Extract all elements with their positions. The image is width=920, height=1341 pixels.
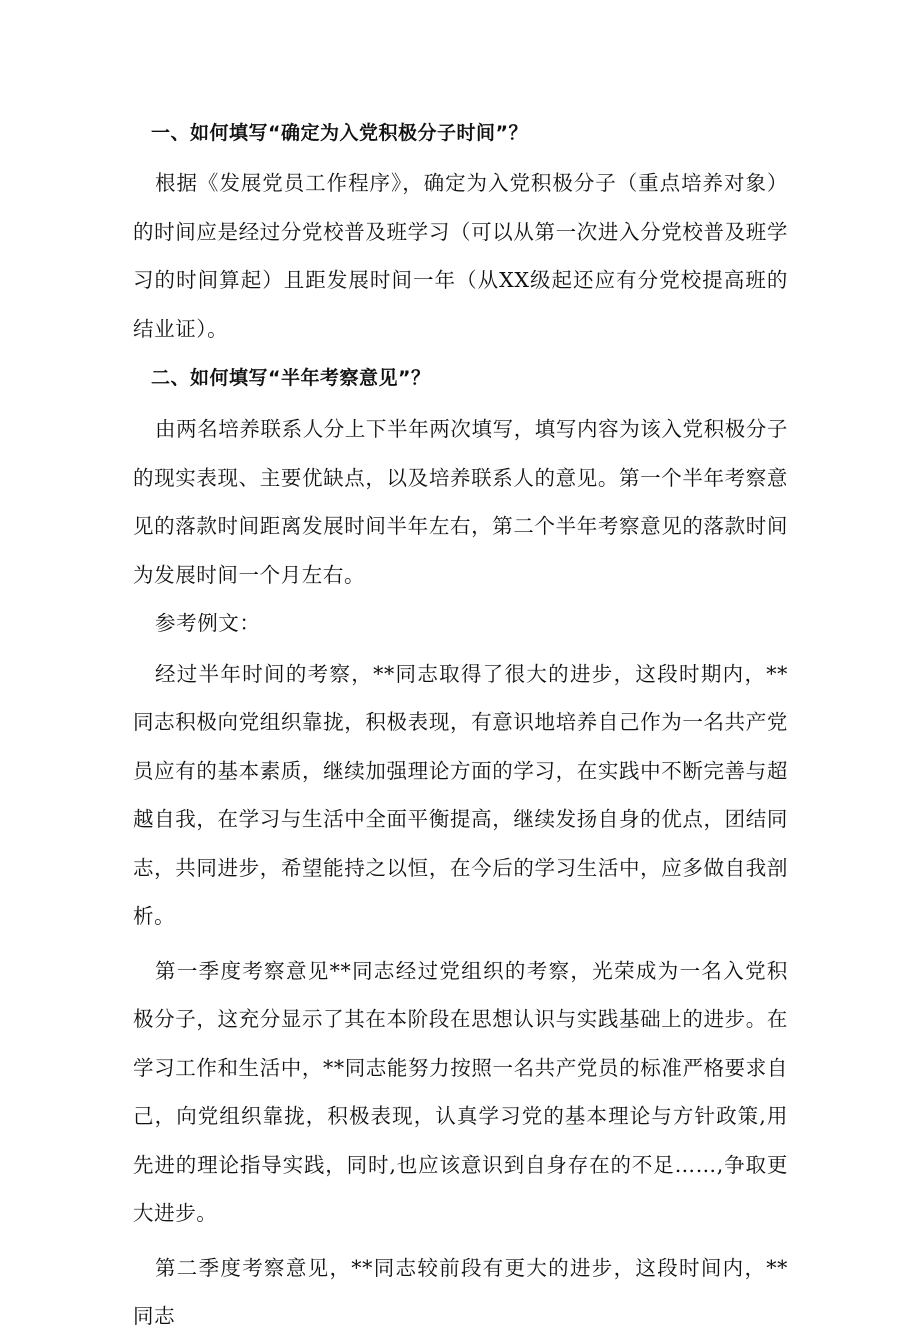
quarter-1-review: 第一季度考察意见**同志经过党组织的考察，光荣成为一名入党积极分子，这充分显示了其在本阶段在思想认识与实践基础上的进步。在学习工作和生活中，**同志能努力按照一名共产党员的标准严格要求自己，向党组织靠拢，积极表现，认真学习党的基本理论与方针政策,用先进的理论指导实践，同时,也应该意识到自身存在的不足……,争取更大进步。 — [133, 958, 788, 1225]
document-body — [133, 112, 788, 1341]
quarter-2-review: 第二季度考察意见，**同志较前段有更大的进步，这段时间内，**同志 — [133, 1255, 788, 1328]
sample-label: 参考例文： — [155, 611, 261, 635]
paragraph-activist-time: 根据《发展党员工作程序》，确定为入党积极分子（重点培养对象）的时间应是经过分党校普及班学习（可以从第一次进入分党校普及班学习的时间算起）且距发展时间一年（从XX级起还应有分党校提高班的结业证）。 — [133, 171, 788, 341]
paragraph-half-year-review: 由两名培养联系人分上下半年两次填写，填写内容为该入党积极分子的现实表现、主要优缺点，以及培养联系人的意见。第一个半年考察意见的落款时间距离发展时间半年左右，第二个半年考察意见的落款时间为发展时间一个月左右。 — [133, 417, 788, 587]
sample-text: 经过半年时间的考察，**同志取得了很大的进步，这段时期内，**同志积极向党组织靠拢，积极表现，有意识地培养自己作为一名共产党员应有的基本素质，继续加强理论方面的学习，在实践中不断完善与超越自我，在学习与生活中全面平衡提高，继续发扬自身的优点，团结同志，共同进步，希望能持之以恒，在今后的学习生活中，应多做自我剖析。 — [133, 661, 788, 928]
section-heading-1: 一、如何填写“确定为入党积极分子时间”？ — [151, 122, 528, 144]
section-heading-2: 二、如何填写“半年考察意见”？ — [151, 367, 431, 389]
